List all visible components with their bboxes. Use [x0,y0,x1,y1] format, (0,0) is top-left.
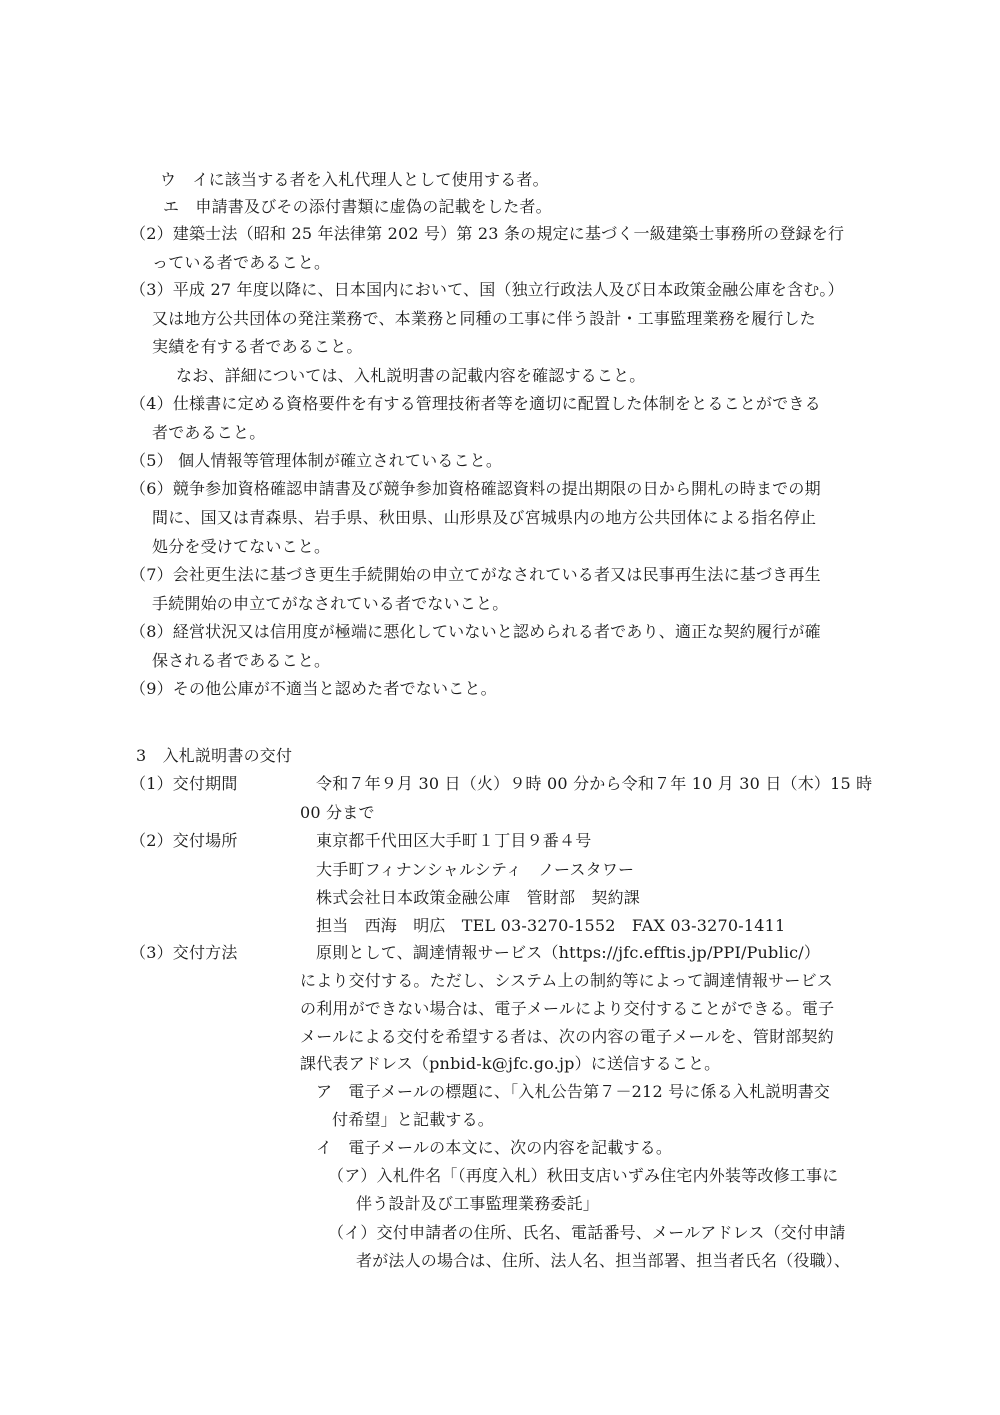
clause-6: （6）競争参加資格確認申請書及び競争参加資格確認資料の提出期限の日から開札の時までの期 [130,479,821,498]
item-e: エ 申請書及びその添付書類に虚偽の記載をした者。 [163,197,552,216]
sub-item-i-cont: 者が法人の場合は、住所、法人名、担当部署、担当者氏名（役職）、 [356,1251,851,1270]
delivery-place-address: 東京都千代田区大手町１丁目９番４号 [316,831,592,850]
clause-8-cont: 保される者であること。 [152,651,331,670]
clause-3-cont1: 又は地方公共団体の発注業務で、本業務と同種の工事に伴う設計・工事監理業務を履行した [152,309,816,328]
clause-3-note: なお、詳細については、入札説明書の記載内容を確認すること。 [176,366,646,385]
delivery-period-value: 令和７年９月 30 日（火）９時 00 分から令和７年 10 月 30 日（木）15 時 [316,774,873,793]
method-item-i: イ 電子メールの本文に、次の内容を記載する。 [316,1138,673,1157]
clause-6-cont2: 処分を受けてないこと。 [152,537,331,556]
clause-3-cont2: 実績を有する者であること。 [152,337,363,356]
delivery-method-cont1: により交付する。ただし、システム上の制約等によって調達情報サービス [300,971,834,990]
sub-item-a: （ア）入札件名「（再度入札）秋田支店いずみ住宅内外装等改修工事に [328,1166,839,1185]
section-3-heading: 3 入札説明書の交付 [136,746,293,765]
item-u: ウ イに該当する者を入札代理人として使用する者。 [160,170,549,189]
method-item-a: ア 電子メールの標題に、「入札公告第７－212 号に係る入札説明書交 [316,1082,831,1101]
delivery-period-value-cont: 00 分まで [300,803,375,822]
clause-7: （7）会社更生法に基づき更生手続開始の申立てがなされている者又は民事再生法に基づき再生 [130,565,821,584]
delivery-method-cont2: の利用ができない場合は、電子メールにより交付することができる。電子 [300,999,835,1018]
delivery-place-contact: 担当 西海 明広 TEL 03-3270-1552 FAX 03-3270-1411 [316,916,786,935]
clause-9: （9）その他公庫が不適当と認めた者でないこと。 [130,679,497,698]
delivery-period-label: （1）交付期間 [130,774,238,793]
clause-2-cont: っている者であること。 [152,253,331,272]
clause-4: （4）仕様書に定める資格要件を有する管理技術者等を適切に配置した体制をとることができる [130,394,821,413]
method-item-a-cont: 付希望」と記載する。 [332,1110,495,1129]
sub-item-i: （イ）交付申請者の住所、氏名、電話番号、メールアドレス（交付申請 [328,1223,846,1242]
clause-4-cont: 者であること。 [152,423,266,442]
clause-2: （2）建築士法（昭和 25 年法律第 202 号）第 23 条の規定に基づく一級建築士事務所の登録を行 [130,224,845,243]
delivery-method-cont3: メールによる交付を希望する者は、次の内容の電子メールを、管財部契約 [300,1027,834,1046]
clause-5: （5） 個人情報等管理体制が確立されていること。 [130,451,503,470]
clause-6-cont1: 間に、国又は青森県、岩手県、秋田県、山形県及び宮城県内の地方公共団体による指名停止 [152,508,817,527]
delivery-place-label: （2）交付場所 [130,831,238,850]
delivery-place-building: 大手町フィナンシャルシティ ノースタワー [316,860,635,879]
delivery-place-department: 株式会社日本政策金融公庫 管財部 契約課 [316,888,641,907]
delivery-method-value: 原則として、調達情報サービス（https://jfc.efftis.jp/PPI/Public/） [316,943,821,962]
sub-item-a-cont: 伴う設計及び工事監理業務委託」 [356,1194,600,1213]
delivery-method-label: （3）交付方法 [130,943,238,962]
delivery-method-cont4: 課代表アドレス（pnbid-k@jfc.go.jp）に送信すること。 [300,1054,721,1073]
clause-8: （8）経営状況又は信用度が極端に悪化していないと認められる者であり、適正な契約履行が確 [130,622,821,641]
clause-7-cont: 手続開始の申立てがなされている者でないこと。 [152,594,509,613]
clause-3: （3）平成 27 年度以降に、日本国内において、国（独立行政法人及び日本政策金融公庫を含む。） [130,280,844,299]
